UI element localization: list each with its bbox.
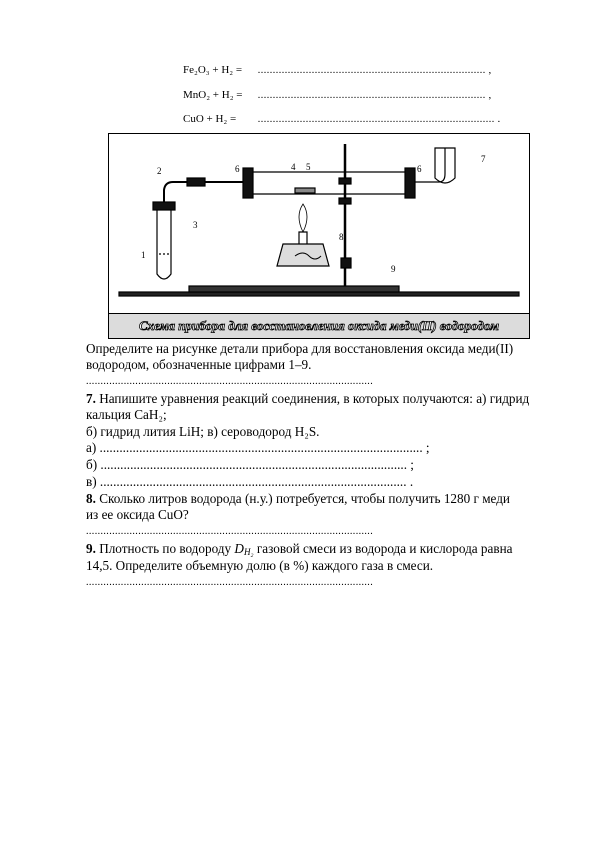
question-number: 9. (86, 541, 96, 556)
apparatus-diagram (109, 134, 531, 316)
equation-formula: CuO + H₂ = (183, 113, 237, 125)
question-intro-line-1: Определите на рисунке детали прибора для восстановления оксида меди(II) (86, 341, 514, 356)
label-4: 4 (291, 162, 296, 172)
label-9: 9 (391, 264, 396, 274)
question-number: 8. (86, 491, 96, 506)
stand-base (189, 286, 399, 292)
label-3: 3 (193, 220, 198, 230)
question-9-line-2: 14,5. Определите объемную долю (в %) каждого газа в смеси. (86, 558, 434, 573)
question-number: 7. (86, 391, 96, 406)
question-7-line-3: б) гидрид лития LiH; в) сероводород H₂S. (86, 424, 320, 439)
label-7: 7 (481, 154, 486, 164)
label-1: 1 (141, 250, 146, 260)
label-5: 5 (306, 162, 311, 172)
answer-line-a: а) .................................................................................................. ; (86, 440, 430, 455)
question-7-line-1: 7. Напишите уравнения реакций соединения, в которых получаются: а) гидрид (86, 391, 530, 406)
apparatus-figure (108, 133, 530, 339)
copper-oxide-sample (295, 188, 315, 193)
density-symbol: $D_{H_2}$ (234, 541, 254, 557)
connector (187, 178, 205, 186)
label-8: 8 (339, 232, 344, 242)
equation-formula: MnO₂ + H₂ = (183, 89, 243, 101)
base-plate (119, 292, 519, 296)
answer-blank: ................................................................................................... (86, 376, 374, 387)
punctuation: , (488, 89, 492, 101)
stopper (153, 202, 175, 210)
equation-formula: Fe₂O₃ + H₂ = (183, 64, 243, 76)
label-6-right: 6 (417, 164, 422, 174)
equation-row (183, 64, 491, 76)
label-2: 2 (157, 166, 162, 176)
answer-blank: ............................................................................ (257, 90, 486, 101)
answer-blank: ................................................................................................... (86, 577, 374, 588)
equation-row (183, 89, 491, 101)
answer-blank: ............................................................................... (257, 114, 495, 125)
stopper-left (243, 168, 253, 198)
equation-row (183, 113, 500, 125)
answer-line-b: б) ............................................................................................. ; (86, 457, 414, 472)
question-8-line-2: из ее оксида CuO? (86, 507, 189, 522)
question-8-line-1: 8. Сколько литров водорода (н.у.) потребуется, чтобы получить 1280 г меди (86, 491, 510, 506)
answer-blank: ............................................................................ (257, 65, 486, 76)
figure-caption: Схема прибора для восстановления оксида меди(II) водородом (109, 313, 529, 338)
punctuation: , (488, 64, 492, 76)
label-6-left: 6 (235, 164, 240, 174)
question-intro-line-2: водородом, обозначенные цифрами 1–9. (86, 357, 312, 372)
stopper-right (405, 168, 415, 198)
question-7-line-2: кальция CaH₂; (86, 407, 167, 422)
question-9-line-1: 9. Плотность по водороду $D_{H_2}$ газовой смеси из водорода и кислорода равна (86, 541, 513, 557)
test-tube (157, 206, 171, 279)
answer-blank: ................................................................................................... (86, 526, 374, 537)
punctuation: . (497, 113, 501, 125)
answer-line-c: в) ............................................................................................. . (86, 474, 414, 489)
